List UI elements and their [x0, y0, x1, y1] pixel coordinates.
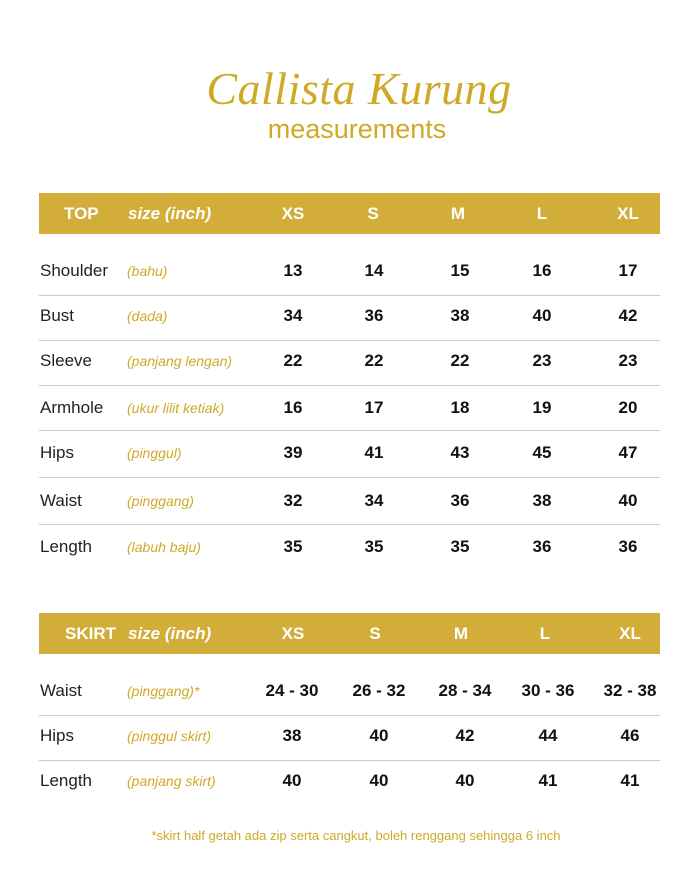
skirt-table-header: [39, 613, 660, 654]
measurement-value: 15: [450, 261, 470, 280]
size-header-xl: XL: [617, 204, 639, 223]
measurement-local-name: (ukur lilit ketiak): [127, 400, 225, 416]
measurement-value: 23: [532, 351, 552, 370]
top-unit-label: size (inch): [128, 204, 212, 223]
measurement-value: 38: [282, 726, 302, 745]
measurement-value: 38: [450, 306, 470, 325]
size-header-xl: XL: [619, 624, 641, 643]
measurement-value: 35: [364, 537, 384, 556]
measurement-value: 38: [532, 491, 552, 510]
measurement-local-name: (pinggul): [127, 445, 182, 461]
measurement-value: 16: [283, 398, 303, 417]
measurement-value: 45: [532, 443, 552, 462]
measurement-local-name: (labuh baju): [127, 539, 201, 555]
measurement-value: 41: [538, 771, 558, 790]
measurement-local-name: (dada): [127, 308, 168, 324]
measurement-value: 42: [455, 726, 475, 745]
measurement-value: 40: [532, 306, 552, 325]
measurement-name: Length: [40, 771, 92, 790]
measurement-local-name: (panjang lengan): [127, 353, 233, 369]
size-header-l: L: [539, 624, 551, 643]
size-header-xs: XS: [281, 204, 305, 223]
measurement-value: 35: [450, 537, 470, 556]
measurement-name: Hips: [40, 726, 75, 745]
page-title: Callista Kurung: [206, 63, 512, 114]
measurement-value: 40: [455, 771, 475, 790]
size-header-m: M: [453, 624, 469, 643]
measurement-value: 32: [283, 491, 303, 510]
measurement-value: 34: [283, 306, 303, 325]
measurement-value: 40: [618, 491, 638, 510]
measurement-value: 24 - 30: [265, 681, 319, 700]
measurement-value: 17: [618, 261, 638, 280]
row-divider: [39, 524, 660, 525]
measurement-value: 23: [618, 351, 638, 370]
size-header-s: S: [367, 204, 379, 223]
measurement-value: 35: [283, 537, 303, 556]
measurement-value: 28 - 34: [438, 681, 492, 700]
measurement-name: Armhole: [40, 398, 104, 417]
measurement-value: 41: [620, 771, 640, 790]
measurement-value: 40: [282, 771, 302, 790]
measurement-value: 40: [369, 726, 389, 745]
measurement-value: 22: [283, 351, 303, 370]
measurement-value: 17: [364, 398, 384, 417]
measurement-name: Sleeve: [40, 351, 92, 370]
size-header-xs: XS: [281, 624, 305, 643]
measurement-value: 22: [364, 351, 384, 370]
measurement-value: 22: [450, 351, 470, 370]
measurement-value: 13: [283, 261, 303, 280]
measurement-value: 30 - 36: [521, 681, 575, 700]
measurement-value: 18: [450, 398, 470, 417]
measurement-value: 36: [618, 537, 638, 556]
measurement-value: 47: [618, 443, 638, 462]
measurement-local-name: (pinggang): [127, 493, 194, 509]
measurement-name: Bust: [40, 306, 75, 325]
measurement-name: Shoulder: [40, 261, 109, 280]
measurement-value: 36: [450, 491, 470, 510]
measurement-name: Waist: [40, 681, 82, 700]
top-table-header: [39, 193, 660, 234]
measurement-value: 44: [538, 726, 558, 745]
row-divider: [39, 295, 660, 296]
measurement-name: Length: [40, 537, 92, 556]
size-header-m: M: [450, 204, 466, 223]
skirt-unit-label: size (inch): [128, 624, 212, 643]
measurement-value: 16: [532, 261, 552, 280]
measurement-value: 14: [364, 261, 384, 280]
row-divider: [39, 340, 660, 341]
measurement-value: 42: [618, 306, 638, 325]
measurement-local-name: (panjang skirt): [127, 773, 216, 789]
measurement-value: 34: [364, 491, 384, 510]
measurement-name: Hips: [40, 443, 75, 462]
top-section-label: TOP: [64, 204, 99, 223]
measurement-value: 26 - 32: [352, 681, 406, 700]
row-divider: [39, 385, 660, 386]
measurement-value: 36: [532, 537, 552, 556]
measurement-local-name: (pinggang)*: [127, 683, 200, 699]
skirt-section-label: SKIRT: [65, 624, 116, 643]
measurement-local-name: (pinggul skirt): [127, 728, 212, 744]
measurement-value: 36: [364, 306, 384, 325]
size-header-l: L: [536, 204, 548, 223]
page-subtitle: measurements: [267, 114, 447, 144]
measurement-value: 46: [620, 726, 640, 745]
size-header-s: S: [369, 624, 381, 643]
measurement-value: 43: [450, 443, 470, 462]
row-divider: [39, 715, 660, 716]
measurement-name: Waist: [40, 491, 82, 510]
row-divider: [39, 430, 660, 431]
measurement-value: 20: [618, 398, 638, 417]
footnote: *skirt half getah ada zip serta cangkut, boleh renggang sehingga 6 inch: [151, 828, 561, 843]
row-divider: [39, 760, 660, 761]
measurement-value: 32 - 38: [603, 681, 657, 700]
row-divider: [39, 477, 660, 478]
measurement-value: 19: [532, 398, 552, 417]
measurement-value: 39: [283, 443, 303, 462]
measurement-local-name: (bahu): [127, 263, 168, 279]
measurement-value: 41: [364, 443, 384, 462]
measurement-value: 40: [369, 771, 389, 790]
